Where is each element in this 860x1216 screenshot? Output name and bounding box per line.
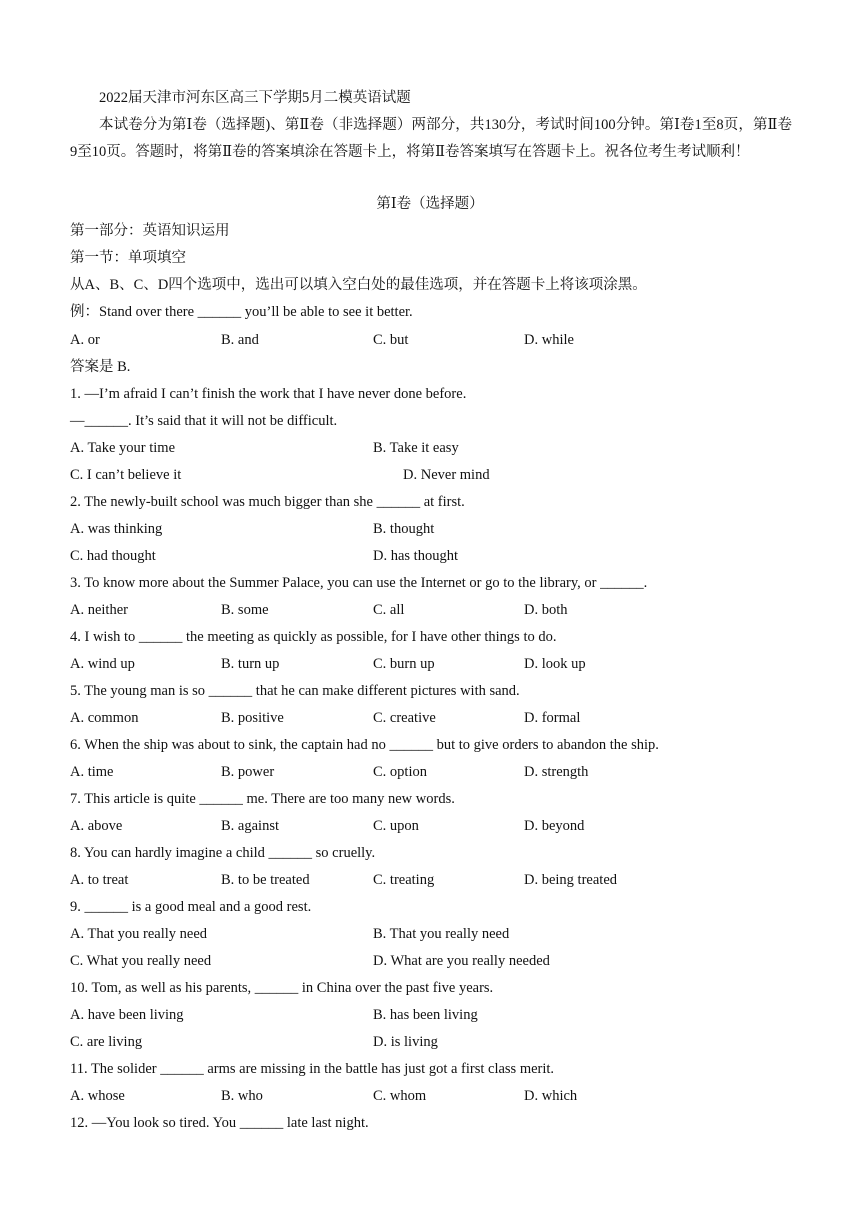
question-6-stem: 6. When the ship was about to sink, the captain had no ______ but to give orders to abandon the ship.	[70, 737, 659, 753]
example-stem: 例：Stand over there ______ you’ll be able to see it better.	[70, 304, 413, 320]
subsection-title: 第一节：单项填空	[70, 250, 186, 266]
question-3-option-c: C. all	[373, 602, 405, 618]
question-10-option-a: A. have been living	[70, 1007, 184, 1023]
part-title: 第一部分：英语知识运用	[70, 223, 230, 239]
question-11-option-b: B. who	[221, 1088, 263, 1104]
question-1-option-b: B. Take it easy	[373, 440, 459, 456]
question-7-option-b: B. against	[221, 818, 279, 834]
question-10-option-c: C. are living	[70, 1034, 143, 1050]
question-2-stem: 2. The newly-built school was much bigger than she ______ at first.	[70, 494, 465, 510]
example-option-d: D. while	[524, 332, 574, 348]
question-8-option-b: B. to be treated	[221, 872, 310, 888]
question-4-option-b: B. turn up	[221, 656, 280, 672]
question-5-option-b: B. positive	[221, 710, 284, 726]
question-5-option-c: C. creative	[373, 710, 436, 726]
question-1-stem: 1. —I’m afraid I can’t finish the work that I have never done before.	[70, 386, 467, 402]
question-12-stem: 12. —You look so tired. You ______ late last night.	[70, 1115, 369, 1131]
exam-title: 2022届天津市河东区高三下学期5月二模英语试题	[99, 90, 411, 106]
question-11-option-c: C. whom	[373, 1088, 427, 1104]
question-8-option-d: D. being treated	[524, 872, 618, 888]
question-7-option-c: C. upon	[373, 818, 419, 834]
question-4-option-d: D. look up	[524, 656, 586, 672]
question-9-stem: 9. ______ is a good meal and a good rest.	[70, 899, 312, 915]
question-10-option-d: D. is living	[373, 1034, 438, 1050]
question-2-option-a: A. was thinking	[70, 521, 163, 537]
question-6-option-a: A. time	[70, 764, 114, 780]
exam-intro: 本试卷分为第Ⅰ卷（选择题)、第Ⅱ卷（非选择题）两部分，共130分，考试时间100分钟。第Ⅰ卷1至8页，第Ⅱ卷9至10页。答题时，将第Ⅱ卷的答案填涂在答题卡上，将第Ⅱ卷答案填写在答题卡上。祝各位考生考试顺利！	[70, 117, 792, 160]
section-title: 第Ⅰ卷（选择题）	[376, 196, 484, 212]
question-6-option-c: C. option	[373, 764, 427, 780]
question-4-stem: 4. I wish to ______ the meeting as quickly as possible, for I have other things to do.	[70, 629, 557, 645]
question-1-reply: —______. It’s said that it will not be difficult.	[70, 413, 338, 429]
question-5-stem: 5. The young man is so ______ that he can make different pictures with sand.	[70, 683, 520, 699]
question-8-option-a: A. to treat	[70, 872, 129, 888]
example-option-c: C. but	[373, 332, 409, 348]
question-7-option-d: D. beyond	[524, 818, 585, 834]
question-3-option-d: D. both	[524, 602, 568, 618]
question-9-option-a: A. That you really need	[70, 926, 208, 942]
question-10-stem: 10. Tom, as well as his parents, ______ in China over the past five years.	[70, 980, 494, 996]
question-1-option-c: C. I can’t believe it	[70, 467, 182, 483]
question-9-option-d: D. What are you really needed	[373, 953, 550, 969]
question-9-option-c: C. What you really need	[70, 953, 212, 969]
question-3-stem: 3. To know more about the Summer Palace, you can use the Internet or go to the library, or ______.	[70, 575, 648, 591]
question-2-option-d: D. has thought	[373, 548, 458, 564]
example-option-a: A. or	[70, 332, 100, 348]
question-1-option-a: A. Take your time	[70, 440, 176, 456]
question-2-option-b: B. thought	[373, 521, 435, 537]
question-11-option-a: A. whose	[70, 1088, 125, 1104]
question-5-option-a: A. common	[70, 710, 139, 726]
question-2-option-c: C. had thought	[70, 548, 156, 564]
question-5-option-d: D. formal	[524, 710, 581, 726]
question-7-stem: 7. This article is quite ______ me. There are too many new words.	[70, 791, 455, 807]
question-10-option-b: B. has been living	[373, 1007, 478, 1023]
question-1-option-d: D. Never mind	[403, 467, 490, 483]
question-6-option-d: D. strength	[524, 764, 589, 780]
question-4-option-c: C. burn up	[373, 656, 435, 672]
example-answer: 答案是 B.	[70, 359, 131, 375]
question-6-option-b: B. power	[221, 764, 275, 780]
question-3-option-a: A. neither	[70, 602, 128, 618]
question-8-stem: 8. You can hardly imagine a child ______ so cruelly.	[70, 845, 376, 861]
question-3-option-b: B. some	[221, 602, 269, 618]
instruction: 从A、B、C、D四个选项中，选出可以填入空白处的最佳选项，并在答题卡上将该项涂黑。	[70, 277, 647, 293]
question-4-option-a: A. wind up	[70, 656, 135, 672]
question-11-option-d: D. which	[524, 1088, 578, 1104]
example-option-b: B. and	[221, 332, 259, 348]
question-7-option-a: A. above	[70, 818, 123, 834]
question-11-stem: 11. The solider ______ arms are missing in the battle has just got a first class merit.	[70, 1061, 555, 1077]
question-8-option-c: C. treating	[373, 872, 435, 888]
question-9-option-b: B. That you really need	[373, 926, 510, 942]
